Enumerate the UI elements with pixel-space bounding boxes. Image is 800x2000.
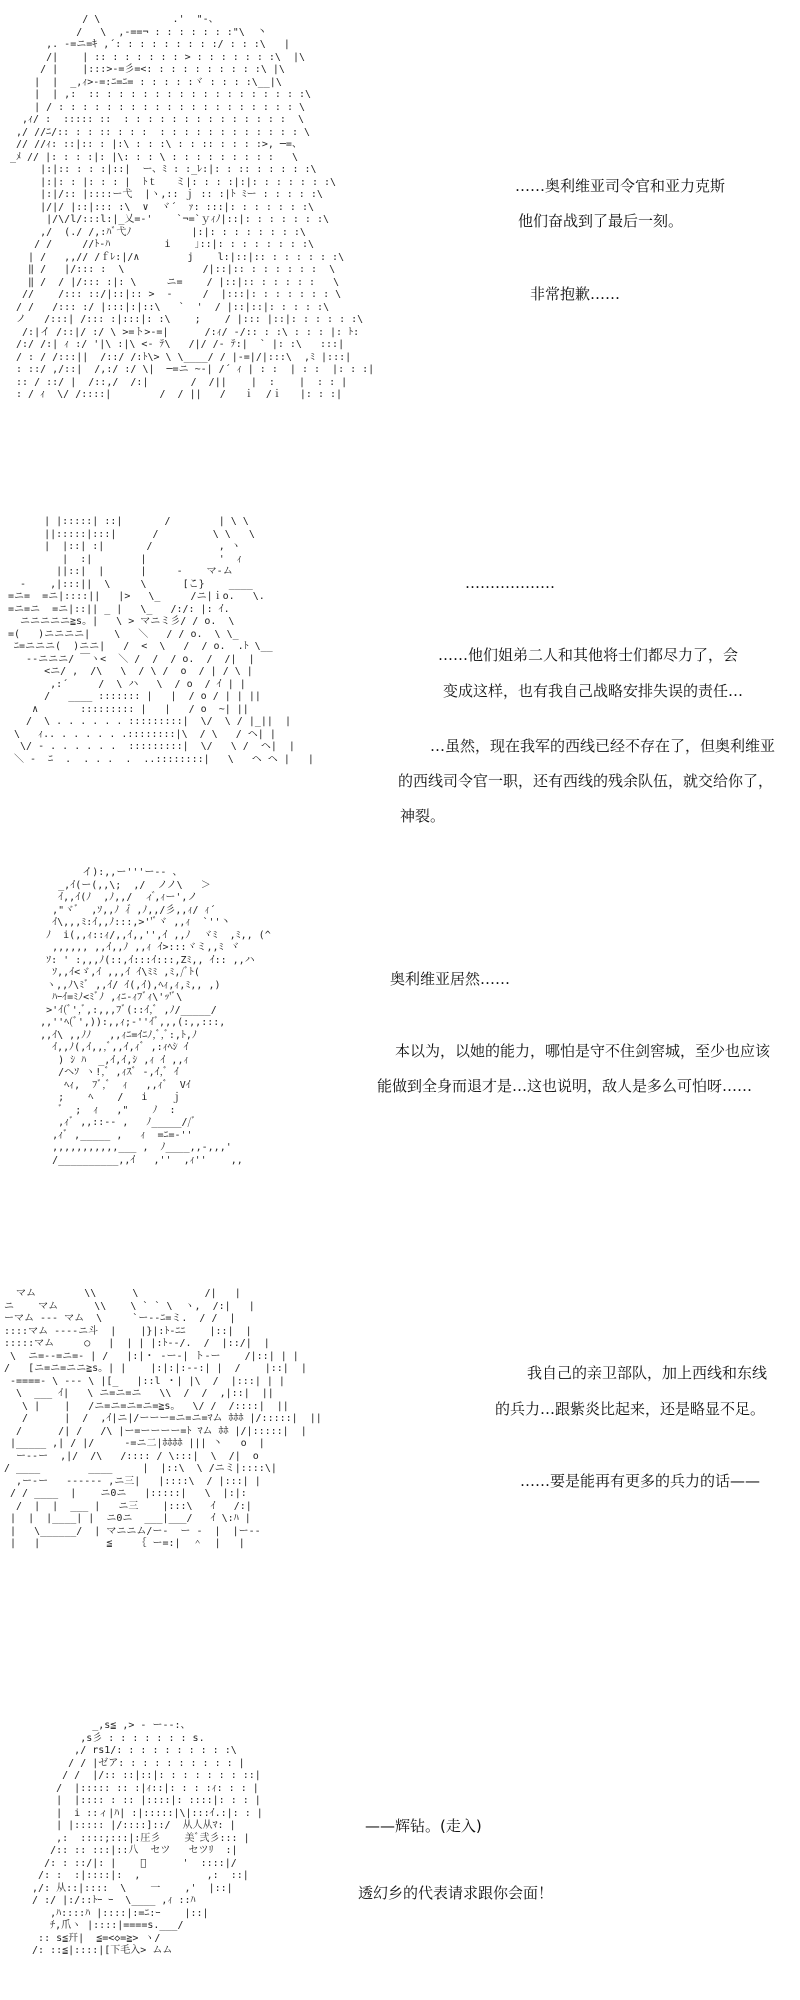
dialogue-line: ——辉钻。(走入) — [365, 1817, 482, 1835]
dialogue-line: ……他们姐弟二人和其他将士们都尽力了，会 — [438, 646, 739, 664]
dialogue-line: …虽然，现在我军的西线已经不存在了，但奥利维亚 — [430, 737, 776, 755]
ascii-art-commander: / \ .' "-、 / \ ,-==¬ : : : : : : :"\ 丶 ,. -=ニ=ｷ ,´: : : : : : : : :/ : : :\ | /| | :: : : : : : : > : : : : : : :\ |\ / | |:::>-=彡=<: : : : : : : : : :\ |\ | | _,ｨ>-=:ﾆ=ﾆ= : : : : :ヾ : : : :\__|\ | | ,: :: : : : : : : : : : : : : : : : : :\ | / : : : : : : : : : : : : : : : : : : : : \ ,ｨ/ : ::::: :: : : : : : : : : : : : : : : \ ,/ //ﾆ/:: : : :: : : : : : : : : : : : : : : : \ // //ｨ: ::|:: : |:\ : : :\ : : :: : : : :>, ─=、 _ﾒ // |: : : :|: |\: : : \ : : : : : : : : : \ |:|:: : : :|::| ー、ﾐ : :_ﾚ:|: : :: : : : : :\ |:|: : |: : : | ﾄｔ ミ|: : : :|:|: : : : : : :\ |:|/:: |::::ー弋 |ヽ,:: ｊ :: :|ﾄ ﾐー : : : : :\ |/|/ |::|::: :\ ∨ ヾ´ ｧ: :::|: : : : : : :\ |/\/l/:::l:|_乂=-' `¬=`ｙｨﾉ|::|: : : : : : :\ ,/ (./ /,:ﾊﾞ弋ﾉ |:|: : : : : : : :\ / / //ﾄ-ﾊ i ｣::|: : : : : : : :\ | / ,,// /ｆﾚ:|/∧ j l:|::|:: : : : : : :\ ‖ / |/::: : \ /|::|:: : : : : : : \ ‖ / / |/::: :|: \ ニ= / |::|:: : : : : : \ // /::: ::/|::|:: > - / |:::|: : : : : : : \ / / /::: :/ |:::|:|::\ ` ' / |::|::|: : : : :\ ノ /:::| /::: :|:::|: :\ ; / |::: |::|: : : : : :\ /:|イ /::|/ :/ \ >=ト>-=| /:ｨ/ -/:: : :\ : : : |: ﾄ: /:/ /:| ｨ :/ '|\ :|\ <- ﾃ\ /|/ /- ﾃ:| ` |: :\ :::| / : / /:::|| /::/ /:ﾄ\> \ \____/ / |-=|/|:::\ ,ﾐ |:::| : ::/ ,/::| /,:/ :/ \| ─=ニ ~-| /´ ｨ | : : | : : |: : :| :: / ::/ | /::,/ /:| / /|| | : | : : | : / ｨ \/ /::::| / / || / ｉ /ｉ |: : :| — [10, 14, 375, 400]
dialogue-line: 他们奋战到了最后一刻。 — [518, 212, 684, 230]
dialogue-line: 变成这样，也有我自己战略安排失误的责任… — [443, 682, 744, 700]
ascii-art-castle: | |:::::| ::| / | \ \ ||:::::|:::| / \ \ \ | |::| :| / , ヽ | :| | ' ｨ ||::| | | - マ-ム - ,|:::|| \ \ [こ} ____ =ニ= =ニ|::::|| |> \_ /ニ|ｉo. \. =ニ=ニ =ニ|::|| _ | \_ /:/: |: ｲ. ニニニニニ≧s。| \ > マニミ彡/ / o. \ =( )ニニニニ| \ ＼ / / o. \ \_ ﾆ=ニニニ( )ニニ| / < \ / / o. .ﾄ \__ --ニニニ/ ￣ヽ< ＼ / / / o. / /| | <ニ/ , /\ \ / \ / o / | / \ | ,:´ / \ ハ \ / o / ｲ | | / ____ ::::::: | | / o / | | || ∧ ::::::::: | | / o ~| || / \ . . . . . . :::::::::| \/ \ / |_|| | \ ｨ.. . . . . . .::::::::|\ / \ / ヘ| | \/ - . . . . . . :::::::::| \/ \ / ヘ| | ＼ - ﾆ . . . . . ..::::::::| \ ヘ ヘ | | — [8, 516, 314, 765]
dialogue-line: ……要是能再有更多的兵力的话—— — [520, 1472, 761, 1490]
dialogue-line: 我自己的亲卫部队，加上西线和东线 — [527, 1364, 768, 1382]
dialogue-line: 奥利维亚居然…… — [390, 970, 511, 988]
panel-2 — [0, 510, 800, 830]
panel-3 — [0, 855, 800, 1255]
panel-4 — [0, 1280, 800, 1710]
panel-5 — [0, 1720, 800, 2000]
dialogue-line: ……奥利维亚司令官和亚力克斯 — [515, 177, 726, 195]
ascii-art-portrait: _,s≦ ,> - ー--:、 ,s彡 : : : : : : : s. ,/ rs1/: : : : : : : : : :\ / / |ゼア: : : : : : : : : : | / / |/:: ::|::|: : : : : : : ::| / |::::: :: :|ｨ::|: : : :ｨ: : : | | |:::: : :: |::::|: ::::|: : : | | i ::ィ|ﾊ| :|:::::|\|:::ｲ.:|: : | | |::::: |/::::]::/ 从人从ﾏ: | ,: ::::;:::|:圧彡 美ﾞ弐彡::: | /:: :: :::|::八 セツ セツﾘ :| /: : ::/|: | ﾞ ' ::::|/ /: : :|::::|: , ,: ::| ,/: 从::|:::: \ 一 ,' |::| / :/ |:/::ﾄｰ ｰ \____ ,ｨ ::ﾊ ,ﾊ::::ﾊ |::::|:=ﾆ:ｰ |::| ﾁ,爪ヽ |::::|====s.___/ :: s≦幵| ≦=<◇=≧> ヽ/ /: ::≦|::::|[下毛入> ムム — [32, 1720, 263, 1956]
ascii-art-character: イ):,,ー'''ー-- 、 _,ｲ(ー(,,\; ,/ ノノ\ ＞ ｲ,,ｲ(ﾉ ,ﾉ,,/ ィ゙,ｨー',ノ ,"ヾﾞ ,ｿ,,ﾉ ｨ゙ ,ﾉ,,/彡,,ｨ/ ｨ´ ｲ\,,,ﾐ:ｲ,,ﾉ:::,>''ﾞヾ ,,ｨ `''丶 ﾉ i(,,ｨ::ｨ/,,ｲ,,'',ｲ ,,ﾉ ヾﾐ ,ﾐ,, (^ ,,,,,, ,,ｲ,,ﾉ ,,ｨ ｲ>:::ヾミ,,ﾐ ヾ ｿ: ' :,,,ﾉ(::,ｲ:::ｲ:::,Zﾐ,, ｲ:: ,,ハ ｿ,,ｲ<ゞ,ｲ ,,,ｲ ｲ\ﾐﾐ ,ﾐ,/ﾞﾄ( ヽ,,ﾉ\ﾐﾞ ,,ｲ/ ｲ(,ｲ),ﾍｨ,ｨ,ﾐ,, ,) ﾊｰｲ=ﾐﾉ<ﾐﾞﾉ ,ｨﾆ-ｨﾌﾞｨ\'ｯ'ﾞ\ >'ｲ(ﾞ',ﾞ,:,,,ﾌﾞ(::ｲ,ﾞ ,ﾉ/_____/ ,,''ﾍ(ﾞ',)):,,ｨ;-''ｲﾞ,,,(:,,:::, ,,ｲ\ ,,ﾉﾉ ,,ｨﾆ=ｲﾆﾉ,ﾞ,ﾞ:,ﾄ,ﾉ ｲ,,ﾉ(,ｲ,,,ﾞ,,ｲ,ｨﾞ ,:ｨﾍｼ ｲ ) ｼ ﾊ _,ｲ,ｲ,ｼ ,ｨ ｲ ,,ｨ /ヘｿ ヽ!,ﾞ ,ｨｽﾞ -,ｲ,ﾞ ｲ ﾍｨ, ﾌﾞ,ﾞ ｨ ,,ｨﾞ Vｲ ; ﾍ / i ｊ ﾞ ; ｨ ," ﾉ : ,ｨﾞ ,,::-- , ﾉ_____//ﾞ ,ｨﾞ ,_____ , ｨ =ﾆ=-'' ,,,,,,,,,,,___ , ﾉ____,,-,,,' /__________,,ｲ ,'' ,ｨ'' ,, — [40, 867, 271, 1166]
dialogue-line: 的兵力…跟紫炎比起来，还是略显不足。 — [495, 1400, 766, 1418]
dialogue-line: 本以为，以她的能力，哪怕是守不住剑窖城，至少也应该 — [395, 1042, 771, 1060]
dialogue-line: 非常抱歉…… — [530, 285, 621, 303]
dialogue-line: 的西线司令官一职，还有西线的残余队伍，就交给你了， — [398, 772, 774, 790]
ascii-art-army: マム \\ \ /| | ニ マム \\ \ ` ` \ ヽ, /:| | ーマム --- マム \ `ー--ﾆ=ミ. / / | ::::マム ----ニ斗 | |}|:ﾄ-ﾆﾆ |::| | :::::マム ○ | | | |:ﾄ--/. / |::/| | \ ニ=--=ニ=- | / |:|・ -ー-| ト-ー /|::| | | / [ニ=ニ=ニニ≧s。| | |:|:|:--:| | / |::| | -====- \ --- \ |[_ |::l ・| |\ / |:::| | | \ ___ ｲ| \ ニ=ニ=ニ \\ / / ,|::| || \ | | /ニ=ニ=ニ=ニ=≧s。 \/ / /::::| || / | / ,ｲ|ニ|/ーーー=ニ=ニ=ﾏム ﾎﾎﾎ |/:::::| || / /| / /\ |ー=ーーーー=ﾄ ﾏム ﾎﾎ |/|:::::| | |_____ ,| / |/ -=ニ二|ﾎﾎﾎﾎ ||| 丶 o | ー--ー ,|/ /\ /:::: / \:::| \ /| o / ____ ____ | |::\ \ /ニミ|::::\| ,ー-ー ------ ,ニ三| |::::\ / |:::| | / / ____ | ニ0ニ |:::::| \ |:|: / | | ___ | ニ三 |:::\ ｲ /:| | | |____| | ニ0ニ ___|___/ ｲ \:ﾊ | | \______/ | マニニム/ー- ー - | |ー-- | | ≦ ｛ ー=:| ＾ | | — [4, 1288, 322, 1549]
dialogue-line: 神裂。 — [400, 807, 446, 825]
panel-1 — [0, 0, 800, 490]
dialogue-line: 透幻乡的代表请求跟你会面！ — [358, 1884, 554, 1902]
dialogue-line: 能做到全身而退才是…这也说明，敌人是多么可怕呀…… — [377, 1077, 753, 1095]
dialogue-line: ……………… — [465, 574, 555, 592]
